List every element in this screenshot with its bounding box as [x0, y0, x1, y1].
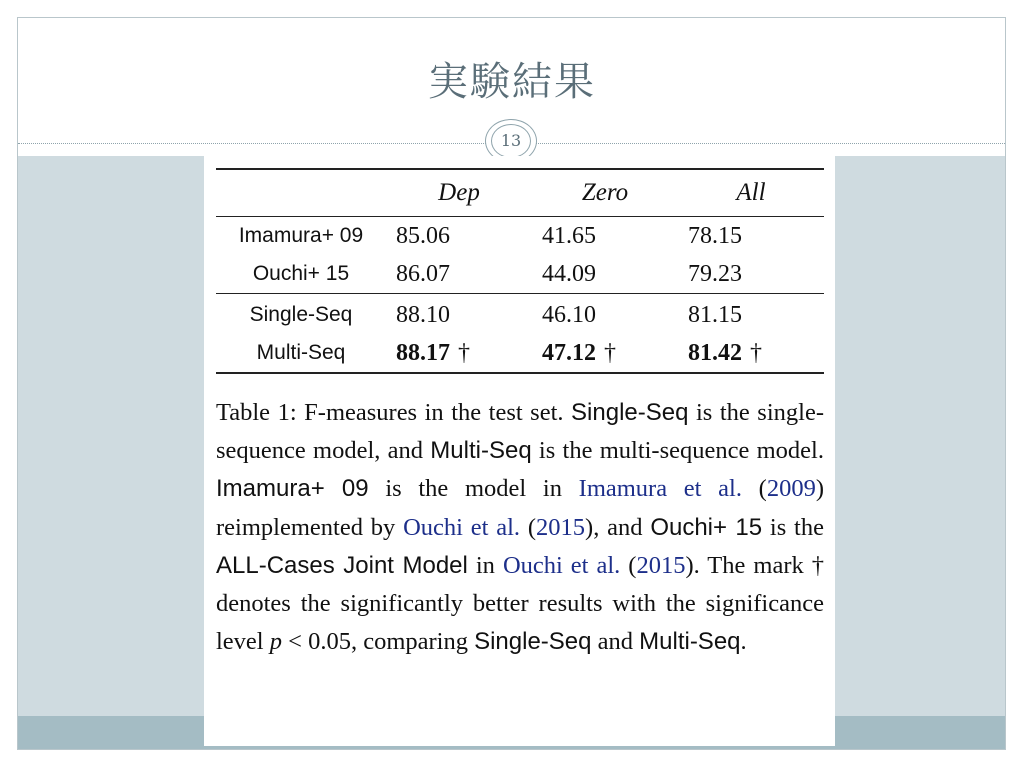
caption-term: Ouchi+ 15: [650, 513, 763, 541]
dep-score: 85.06: [396, 222, 450, 249]
system-name: Ouchi+ 15: [252, 262, 350, 285]
caption-term: Imamura+ 09: [216, 475, 369, 503]
caption-text: is the multi-sequence model.: [531, 437, 824, 465]
caption-text: is the model in: [368, 475, 579, 503]
header-dep: Dep: [386, 169, 532, 217]
caption-text: is the single-sequence model, and: [216, 399, 824, 465]
caption-text: < 0.05, comparing: [282, 628, 475, 656]
citation-year-link[interactable]: 2015: [536, 513, 586, 541]
table-row: [216, 334, 824, 373]
dagger-mark: †: [604, 339, 616, 366]
header-zero: Zero: [532, 169, 678, 217]
caption-term: Multi-Seq: [639, 628, 741, 656]
citation-link[interactable]: Ouchi et al.: [403, 513, 521, 541]
caption-text: (: [620, 551, 637, 579]
dep-score: 88.10: [386, 294, 532, 335]
citation-link[interactable]: Ouchi et al.: [502, 551, 621, 579]
caption-term: ALL-Cases Joint Model: [216, 551, 468, 579]
dagger-mark: †: [750, 339, 762, 366]
caption-term: Single-Seq: [571, 399, 689, 426]
caption-text: in: [467, 551, 503, 579]
table-row: [216, 255, 824, 294]
caption-text: .: [740, 628, 747, 656]
caption-text: is the: [762, 513, 824, 541]
right-side-band: [835, 156, 1005, 716]
left-side-band: [18, 156, 204, 716]
caption-text: ): [585, 513, 594, 541]
zero-score: 46.10: [532, 294, 678, 335]
table-caption: [216, 394, 824, 661]
caption-text: and: [591, 628, 640, 656]
caption-term: Multi-Seq: [430, 437, 532, 465]
all-score: 81.15: [678, 294, 824, 335]
results-table: [216, 168, 824, 374]
dagger-mark: †: [458, 339, 470, 366]
table-row: [216, 294, 824, 335]
all-score: [678, 334, 824, 373]
title-divider-left: [18, 143, 492, 144]
system-name: Multi-Seq: [216, 334, 386, 373]
paper-excerpt: [204, 156, 835, 746]
all-score: 78.15: [688, 222, 742, 249]
caption-text: ): [815, 475, 824, 503]
caption-text: (: [741, 475, 767, 503]
system-name: Single-Seq: [216, 294, 386, 335]
math-variable: p: [269, 628, 282, 656]
citation-year-link[interactable]: 2015: [636, 551, 686, 579]
zero-score: [532, 334, 678, 373]
table-row: [216, 217, 824, 256]
citation-link[interactable]: Imamura et al.: [578, 475, 742, 503]
header-all: All: [678, 169, 824, 217]
zero-value: 47.12: [542, 339, 596, 366]
system-name: Imamura+ 09: [238, 224, 364, 247]
zero-score: 44.09: [542, 260, 596, 287]
dep-score: [386, 334, 532, 373]
all-score: 79.23: [688, 260, 742, 287]
page-number: 13: [491, 124, 531, 158]
dep-score: 86.07: [396, 260, 450, 287]
zero-score: 41.65: [542, 222, 596, 249]
header-blank: [216, 169, 386, 217]
caption-text: ).: [685, 551, 700, 579]
slide-title: 実験結果: [428, 59, 596, 105]
caption-term: Single-Seq: [474, 628, 592, 656]
table-header-row: [216, 169, 824, 217]
citation-year-link[interactable]: 2009: [766, 475, 816, 503]
title-divider-right: [536, 143, 1005, 144]
caption-text: reimplemented by: [216, 513, 404, 541]
caption-text: Table 1: F-measures in the test set.: [216, 399, 572, 426]
caption-text: , and: [593, 513, 651, 541]
all-value: 81.42: [688, 339, 742, 366]
caption-text: The mark † denotes the significantly better results with the significance level: [216, 551, 824, 656]
dep-value: 88.17: [396, 339, 450, 366]
caption-text: (: [520, 513, 537, 541]
